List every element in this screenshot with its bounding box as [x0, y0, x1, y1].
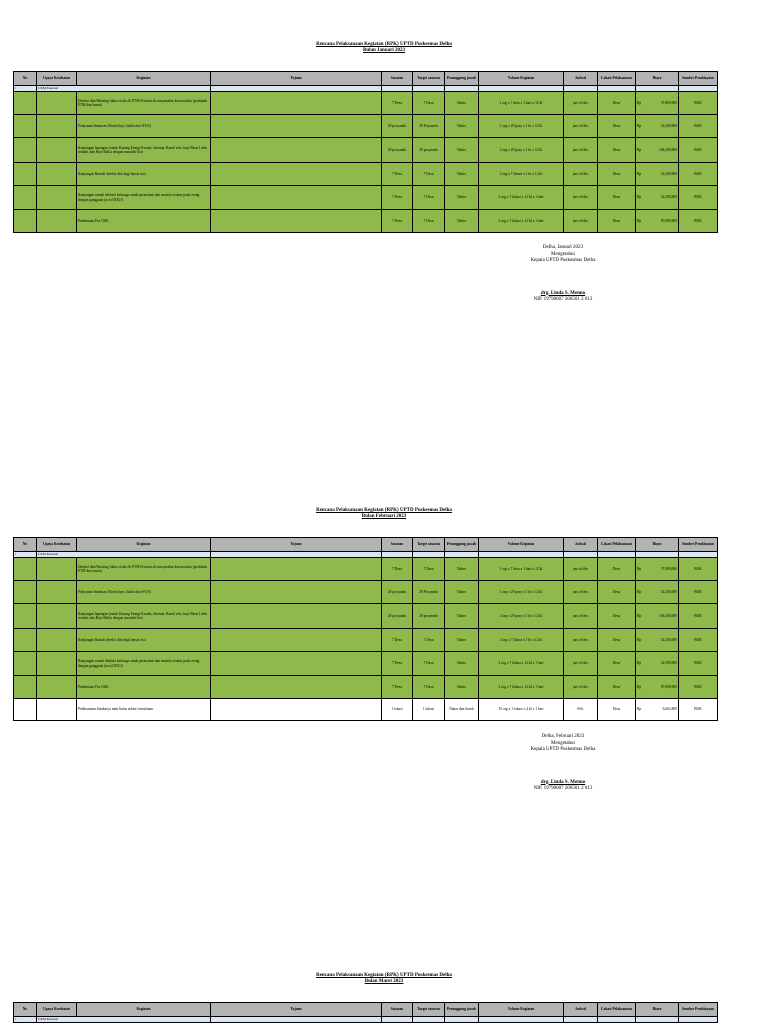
cell-volume: 1 org x 7 desa x 1 hari x 12 kl [479, 92, 564, 115]
column-header: Upaya Kesehatan [37, 538, 77, 552]
cell-lokasi: Desa [598, 210, 636, 233]
cell-sasaran: 1 lokasi [382, 699, 413, 721]
sign-role: Kepala UPTD Puskesmas Delha [530, 258, 596, 263]
cell-biaya-value: 52,500,000 [660, 661, 677, 666]
cell-lokasi: Desa [598, 186, 636, 210]
cell-biaya [636, 115, 679, 138]
cell-target: 7 Desa [413, 652, 445, 676]
category-empty-cell [564, 1017, 598, 1023]
cell-sasaran: 29 posyandu [382, 138, 413, 163]
cell-target: 7 Desa [413, 92, 445, 115]
sign-role: Kepala UPTD Puskesmas Delha [530, 747, 596, 752]
category-row [14, 1017, 718, 1023]
category-no: 1 [14, 86, 37, 92]
cell-upaya [37, 652, 77, 676]
cell-target: 7 Desa [413, 210, 445, 233]
subtitle-text: Bulan Februari 2023 [361, 514, 407, 519]
cell-sumber: BOK [679, 676, 718, 699]
cell-lokasi: Desa [598, 558, 636, 581]
subtitle-text: Bulan Maret 2023 [364, 979, 404, 984]
cell-kegiatan: Kunjungan rumah edukasi keluarga untuk perawatan dan monitor teratur pada orang dengan gangguan jiwa (ODGJ) [77, 652, 211, 676]
cell-tujuan [211, 629, 382, 652]
cell-upaya [37, 581, 77, 604]
cell-penanggung-jawab: Nakes [445, 604, 479, 629]
cell-currency: Rp [637, 613, 642, 618]
cell-kegiatan: Kunjungan Rumah deteksi dini bagi lansia risti [77, 629, 211, 652]
cell-penanggung-jawab: Nakes dan linsek [445, 699, 479, 721]
cell-biaya [636, 92, 679, 115]
cell-biaya [636, 138, 679, 163]
cell-sasaran: 29 posyandu [382, 604, 413, 629]
cell-currency: Rp [637, 566, 642, 571]
document-title [0, 973, 768, 985]
column-header: Tujuan [211, 72, 382, 86]
cell-sasaran: 7 Desa [382, 163, 413, 186]
cell-jadwal: jan s/d des [564, 186, 598, 210]
cell-sumber: BOK [679, 629, 718, 652]
sign-nip: NIP. 19790607 200501 2 013 [533, 297, 593, 302]
table-row [14, 558, 718, 581]
table-row [14, 210, 718, 233]
cell-jadwal: jan s/d des [564, 604, 598, 629]
cell-sasaran: 7 Desa [382, 92, 413, 115]
column-header: Tujuan [211, 1003, 382, 1017]
cell-volume: 1 org x 29 posy x 1 hr x 12 kl [479, 581, 564, 604]
category-no: 1 [14, 1017, 37, 1023]
cell-biaya-value: 6,662,800 [662, 707, 677, 712]
cell-currency: Rp [637, 147, 642, 152]
cell-tujuan [211, 699, 382, 721]
category-empty-cell [413, 1017, 445, 1023]
category-empty-cell [679, 1017, 718, 1023]
cell-kegiatan: Pelaksanaan lokakarya mini lintas sektor triwulanan [77, 699, 211, 721]
sign-name: drg. Linda S. Menno [540, 779, 586, 785]
cell-no [14, 558, 37, 581]
category-empty-cell [636, 1017, 679, 1023]
cell-lokasi: Desa [598, 163, 636, 186]
cell-biaya-value: 52,200,000 [660, 123, 677, 128]
cell-sumber: BOK [679, 210, 718, 233]
cell-volume: 2 org x 7 lokasi x 12 kl x 1 hari [479, 186, 564, 210]
column-header: Penanggung jawab [445, 1003, 479, 1017]
cell-upaya [37, 558, 77, 581]
column-header: Tujuan [211, 538, 382, 552]
cell-penanggung-jawab: Nakes [445, 581, 479, 604]
cell-biaya [636, 604, 679, 629]
cell-kegiatan: Pembinaan Pos UKK [77, 676, 211, 699]
cell-jadwal: jan s/d des [564, 210, 598, 233]
cell-upaya [37, 115, 77, 138]
cell-upaya [37, 138, 77, 163]
category-no: 1 [14, 552, 37, 558]
cell-biaya [636, 186, 679, 210]
table-row [14, 604, 718, 629]
signature-block [498, 734, 628, 793]
cell-penanggung-jawab: Nakes [445, 138, 479, 163]
column-header: Kegiatan [77, 538, 211, 552]
title-text: Rencana Pelaksanaan Kegiatan (RPK) UPTD Puskesmas Delha [316, 973, 452, 978]
sign-name: drg. Linda S. Menno [540, 290, 586, 296]
cell-no [14, 186, 37, 210]
cell-kegiatan: Kunjungan lapangan (untuk Kurang Energi Kronik, Anemia, Bumil risti, bayi Berat Lahir rendah, dan Bayi Balita dengan masalah Gizi [77, 138, 211, 163]
cell-kegiatan: Kunjungan lapangan (untuk Kurang Energi Kronik, Anemia, Bumil risti, bayi Berat Lahir rendah, dan Bayi Balita dengan masalah Gizi [77, 604, 211, 629]
cell-currency: Rp [637, 218, 642, 223]
cell-volume: 1 org x 7 desa x 1 hari x 12 kl [479, 558, 564, 581]
cell-target: 29 Posyandu [413, 115, 445, 138]
cell-sumber: BOK [679, 558, 718, 581]
cell-currency: Rp [637, 661, 642, 666]
cell-sasaran: 7 Desa [382, 652, 413, 676]
cell-volume: 2 org x 29 posy x 1 hr x 12 kl [479, 138, 564, 163]
column-header: Target sasaran [413, 538, 445, 552]
cell-lokasi: Desa [598, 581, 636, 604]
table-row [14, 138, 718, 163]
cell-biaya [636, 676, 679, 699]
column-header: Sasaran [382, 72, 413, 86]
cell-biaya [636, 699, 679, 721]
column-header: Lokasi Pelaksanaan [598, 1003, 636, 1017]
category-empty-cell [479, 1017, 564, 1023]
cell-jadwal: jan s/d des [564, 558, 598, 581]
cell-tujuan [211, 210, 382, 233]
cell-biaya-value: 37,800,000 [660, 100, 677, 105]
category-empty-cell [598, 1017, 636, 1023]
column-header: Biaya [636, 538, 679, 552]
column-header: Jadwal [564, 1003, 598, 1017]
table-row [14, 92, 718, 115]
cell-volume: 35 org x 1 lokasi x 4 kl x 1 hari [479, 699, 564, 721]
cell-penanggung-jawab: Nakes [445, 186, 479, 210]
category-empty-cell [445, 1017, 479, 1023]
table-row [14, 186, 718, 210]
cell-biaya [636, 581, 679, 604]
cell-jadwal: jan s/d des [564, 92, 598, 115]
title-text: Rencana Pelaksanaan Kegiatan (RPK) UPTD Puskesmas Delha [316, 508, 452, 513]
cell-target: 29 Posyandu [413, 581, 445, 604]
cell-biaya [636, 210, 679, 233]
column-header: Biaya [636, 72, 679, 86]
cell-upaya [37, 92, 77, 115]
cell-penanggung-jawab: Nakes [445, 652, 479, 676]
cell-upaya [37, 210, 77, 233]
cell-biaya-value: 52,200,000 [660, 589, 677, 594]
cell-no [14, 629, 37, 652]
cell-biaya-value: 104,400,000 [659, 147, 677, 152]
column-header: Penanggung jawab [445, 538, 479, 552]
document-title [0, 508, 768, 520]
category-label: UKM Esensial [37, 552, 211, 558]
cell-biaya-value: 37,800,000 [660, 566, 677, 571]
column-header: Jadwal [564, 538, 598, 552]
column-header: Volume Kegiatan [479, 72, 564, 86]
cell-no [14, 676, 37, 699]
cell-tujuan [211, 604, 382, 629]
column-header: Sasaran [382, 1003, 413, 1017]
cell-target: 7 Desa [413, 676, 445, 699]
cell-sumber: BOK [679, 186, 718, 210]
cell-penanggung-jawab: Nakes [445, 629, 479, 652]
document-title [0, 42, 768, 54]
rpk-table [13, 537, 718, 721]
sign-know: Mengetahui [551, 740, 575, 746]
cell-sumber: BOK [679, 138, 718, 163]
column-header: Sumber Pembiayaan [679, 1003, 718, 1017]
table-row [14, 652, 718, 676]
cell-target: 7 Desa [413, 629, 445, 652]
rpk-table [13, 71, 718, 233]
cell-tujuan [211, 581, 382, 604]
cell-sumber: BOK [679, 115, 718, 138]
column-header: Upaya Kesehatan [37, 72, 77, 86]
cell-no [14, 652, 37, 676]
cell-no [14, 163, 37, 186]
sign-place-date: Delha, Januari 2023 [542, 245, 584, 250]
column-header: Kegiatan [77, 1003, 211, 1017]
cell-sasaran: 7 Desa [382, 186, 413, 210]
column-header: No [14, 72, 37, 86]
column-header: Upaya Kesehatan [37, 1003, 77, 1017]
column-header: Biaya [636, 1003, 679, 1017]
table-row [14, 581, 718, 604]
column-header: Target sasaran [413, 72, 445, 86]
cell-no [14, 699, 37, 721]
cell-currency: Rp [637, 123, 642, 128]
cell-tujuan [211, 138, 382, 163]
column-header: Target sasaran [413, 1003, 445, 1017]
column-header: Volume Kegiatan [479, 538, 564, 552]
cell-biaya-value: 87,000,000 [660, 684, 677, 689]
cell-tujuan [211, 558, 382, 581]
cell-biaya [636, 652, 679, 676]
cell-currency: Rp [637, 100, 642, 105]
cell-no [14, 138, 37, 163]
cell-sumber: BOK [679, 92, 718, 115]
column-header: Lokasi Pelaksanaan [598, 538, 636, 552]
cell-upaya [37, 604, 77, 629]
cell-kegiatan: Kunjungan rumah edukasi keluarga untuk perawatan dan monitor teratur pada orang dengan gangguan jiwa (ODGJ) [77, 186, 211, 210]
cell-volume: 2 org x 7 lokasi x 12 kl x 1 hari [479, 652, 564, 676]
cell-kegiatan: Deteksi dini/Skrining faktor risiko & PTM Prioritas di masyarakat dan institusi (posbindu PTM dan lansia) [77, 558, 211, 581]
column-header: Sasaran [382, 538, 413, 552]
cell-biaya [636, 163, 679, 186]
cell-target: 29 posyandu [413, 138, 445, 163]
cell-volume: 2 org x 7 lokasi x 12 kl x 1 hari [479, 676, 564, 699]
cell-tujuan [211, 163, 382, 186]
cell-biaya [636, 558, 679, 581]
cell-no [14, 210, 37, 233]
cell-biaya-value: 52,200,000 [660, 637, 677, 642]
cell-sumber: BOK [679, 604, 718, 629]
cell-penanggung-jawab: Nakes [445, 163, 479, 186]
column-header: Sumber Pembiayaan [679, 72, 718, 86]
cell-no [14, 604, 37, 629]
cell-jadwal: jan s/d des [564, 676, 598, 699]
column-header: Jadwal [564, 72, 598, 86]
column-header: Penanggung jawab [445, 72, 479, 86]
cell-sasaran: 7 Desa [382, 210, 413, 233]
category-empty-cell [211, 1017, 382, 1023]
table-row [14, 699, 718, 721]
column-header: Lokasi Pelaksanaan [598, 72, 636, 86]
cell-jadwal: jan s/d des [564, 138, 598, 163]
cell-biaya-value: 52,500,000 [660, 195, 677, 200]
cell-sasaran: 7 Desa [382, 629, 413, 652]
cell-kegiatan: Kunjungan Rumah deteksi dini bagi lansia risti [77, 163, 211, 186]
cell-penanggung-jawab: Nakes [445, 558, 479, 581]
cell-biaya-value: 104,400,000 [659, 613, 677, 618]
cell-jadwal: jan s/d des [564, 629, 598, 652]
cell-penanggung-jawab: Nakes [445, 92, 479, 115]
column-header: Kegiatan [77, 72, 211, 86]
sign-know: Mengetahui [551, 251, 575, 257]
cell-sumber: BOK [679, 163, 718, 186]
cell-lokasi: Desa [598, 676, 636, 699]
cell-volume: 2 org x 7 lokasi x 12 kl x 1 hari [479, 210, 564, 233]
cell-volume: 2 org x 7 lokasi x 1 hr x 12 kl [479, 163, 564, 186]
title-text: Rencana Pelaksanaan Kegiatan (RPK) UPTD Puskesmas Delha [316, 42, 452, 47]
cell-upaya [37, 676, 77, 699]
rpk-table [13, 1002, 718, 1023]
signature-block [498, 245, 628, 304]
column-header: Volume Kegiatan [479, 1003, 564, 1017]
table-row [14, 629, 718, 652]
cell-upaya [37, 186, 77, 210]
cell-biaya [636, 629, 679, 652]
cell-no [14, 92, 37, 115]
cell-jadwal: jan s/d des [564, 581, 598, 604]
cell-upaya [37, 699, 77, 721]
cell-biaya-value: 52,200,000 [660, 171, 677, 176]
category-label: UKM Esensial [37, 86, 211, 92]
cell-jadwal: jan s/d des [564, 115, 598, 138]
cell-kegiatan: Pelayanan Imunisasi Rutin (bayi, balita dan WUS) [77, 581, 211, 604]
cell-sasaran: 29 posyandu [382, 581, 413, 604]
category-label: UKM Esensial [37, 1017, 211, 1023]
cell-currency: Rp [637, 589, 642, 594]
cell-volume: 2 org x 29 posy x 1 hr x 12 kl [479, 604, 564, 629]
cell-lokasi: Desa [598, 92, 636, 115]
cell-currency: Rp [637, 195, 642, 200]
cell-tujuan [211, 115, 382, 138]
cell-target: 7 Desa [413, 163, 445, 186]
column-header: No [14, 538, 37, 552]
cell-target: 1 lokasi [413, 699, 445, 721]
cell-currency: Rp [637, 707, 642, 712]
cell-sasaran: 7 Desa [382, 558, 413, 581]
table-row [14, 163, 718, 186]
cell-target: 7 Desa [413, 558, 445, 581]
category-empty-cell [382, 1017, 413, 1023]
cell-biaya-value: 87,000,000 [660, 218, 677, 223]
cell-sasaran: 29 posyandu [382, 115, 413, 138]
column-header: No [14, 1003, 37, 1017]
cell-volume: 1 org x 29 posy x 1 hr x 12 kl [479, 115, 564, 138]
cell-sasaran: 7 Desa [382, 676, 413, 699]
cell-tujuan [211, 92, 382, 115]
cell-kegiatan: Deteksi dini/Skrining faktor risiko & PTM Prioritas di masyarakat dan institusi (posbindu PTM dan lansia) [77, 92, 211, 115]
cell-lokasi: Desa [598, 629, 636, 652]
cell-sumber: BOK [679, 699, 718, 721]
table-row [14, 676, 718, 699]
cell-no [14, 581, 37, 604]
cell-volume: 2 org x 7 lokasi x 1 hr x 12 kl [479, 629, 564, 652]
cell-upaya [37, 163, 77, 186]
cell-sumber: BOK [679, 652, 718, 676]
cell-lokasi: Desa [598, 115, 636, 138]
cell-tujuan [211, 676, 382, 699]
cell-lokasi: Desa [598, 138, 636, 163]
cell-penanggung-jawab: Nakes [445, 676, 479, 699]
cell-lokasi: Desa [598, 652, 636, 676]
cell-sumber: BOK [679, 581, 718, 604]
cell-tujuan [211, 186, 382, 210]
column-header: Sumber Pembiayaan [679, 538, 718, 552]
cell-no [14, 115, 37, 138]
cell-jadwal: jan s/d des [564, 652, 598, 676]
cell-lokasi: Desa [598, 604, 636, 629]
cell-lokasi: Desa [598, 699, 636, 721]
cell-jadwal: jan s/d des [564, 163, 598, 186]
cell-penanggung-jawab: Nakes [445, 210, 479, 233]
cell-currency: Rp [637, 684, 642, 689]
cell-jadwal: Feb. [564, 699, 598, 721]
subtitle-text: Bulan Januari 2023 [363, 48, 405, 53]
table-row [14, 115, 718, 138]
cell-target: 29 posyandu [413, 604, 445, 629]
cell-kegiatan: Pelayanan Imunisasi Rutin (bayi, balita dan WUS) [77, 115, 211, 138]
cell-currency: Rp [637, 637, 642, 642]
cell-tujuan [211, 652, 382, 676]
sign-nip: NIP. 19790607 200501 2 013 [533, 786, 593, 791]
cell-upaya [37, 629, 77, 652]
sign-place-date: Delha, Februari 2023 [541, 734, 585, 739]
cell-target: 7 Desa [413, 186, 445, 210]
cell-currency: Rp [637, 171, 642, 176]
cell-penanggung-jawab: Nakes [445, 115, 479, 138]
cell-kegiatan: Pembinaan Pos UKK [77, 210, 211, 233]
